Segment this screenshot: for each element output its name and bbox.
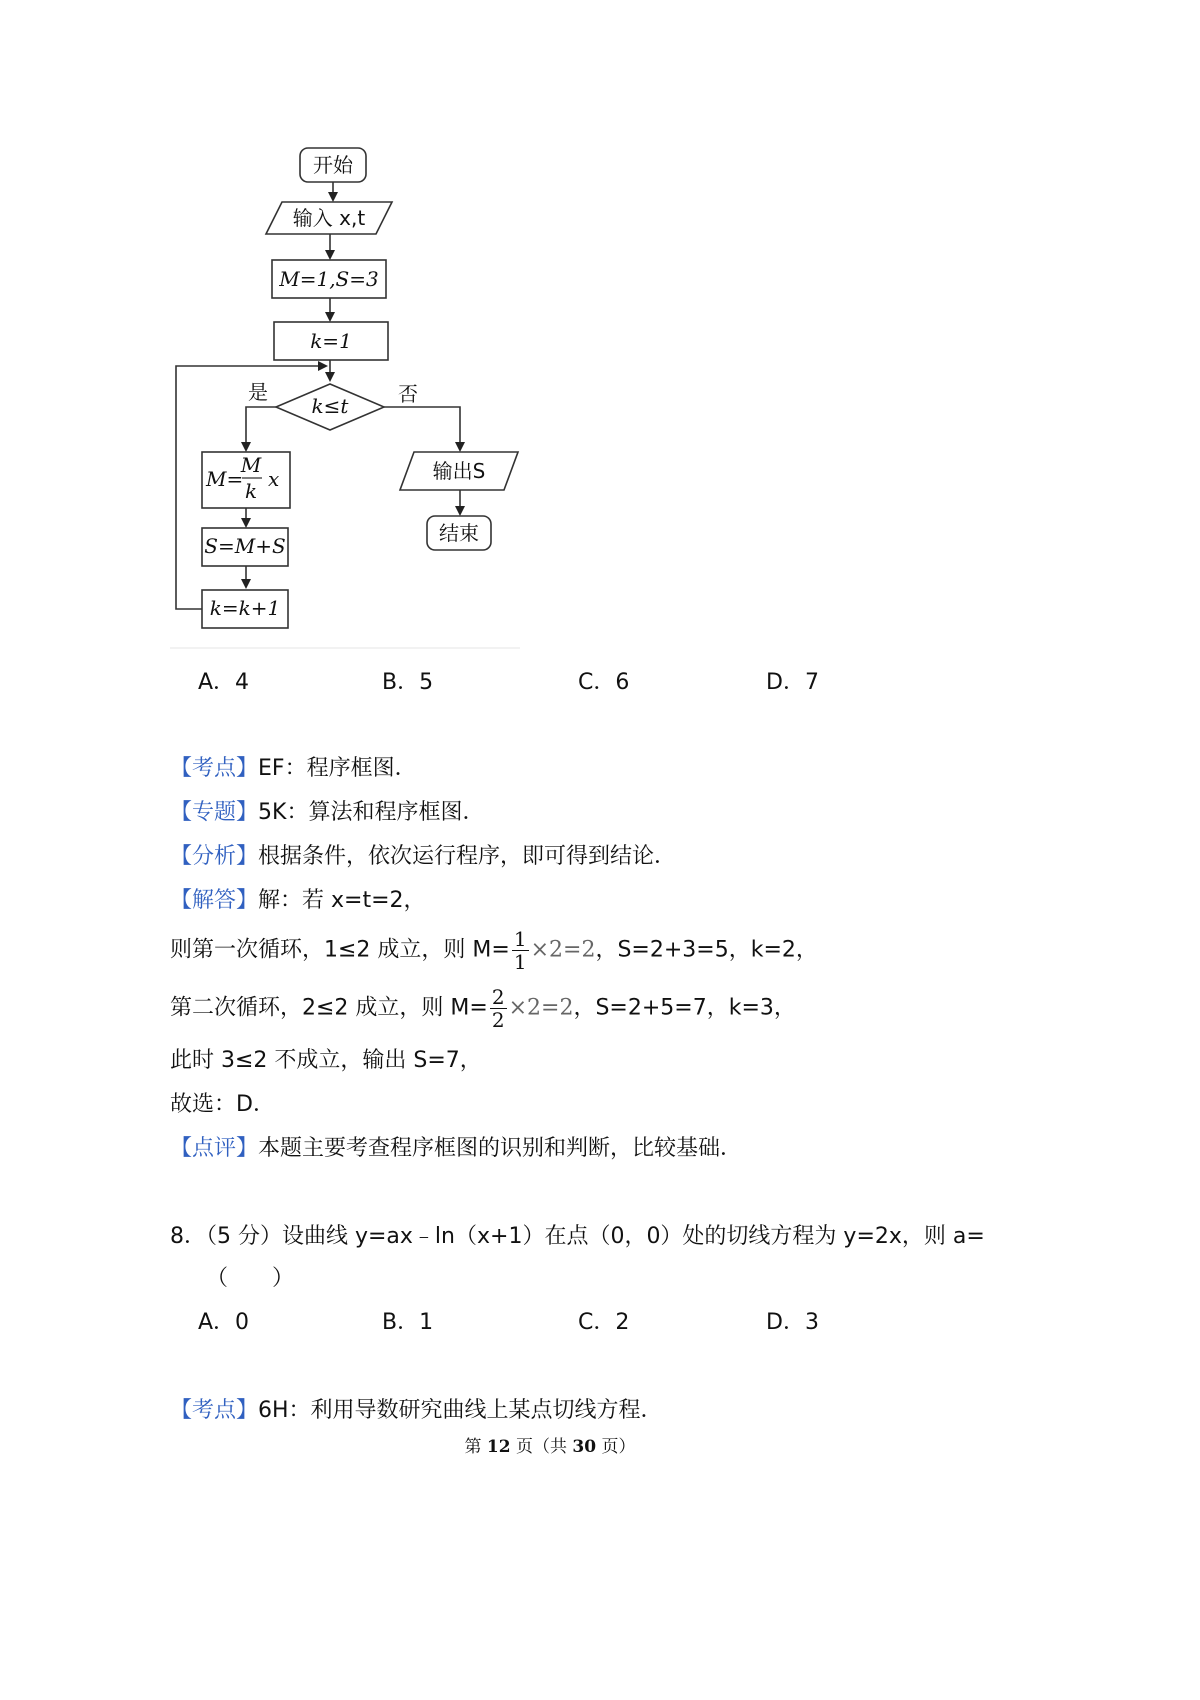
page-footer [0,1432,1100,1457]
q8-kaodian-tag: 【考点】 [170,1398,259,1423]
dianping-tag: 【点评】 [170,1136,259,1161]
q7-kaodian [170,754,417,784]
q7-option-a: A．4 [198,670,250,695]
step1-product: ×2=2 [530,937,596,963]
q7-step1 [170,928,818,973]
zhuanti-tag: 【专题】 [170,800,259,825]
q7-fenxi [170,842,676,872]
step2-text: 第二次循环，2≤2 成立，则 M= [170,995,488,1021]
fenxi-text: 根据条件，依次运行程序，即可得到结论． [258,844,677,869]
program-flowchart [170,140,530,670]
output-label: 输出S [432,459,486,483]
step1-numerator: 1 [513,927,527,951]
q7-dianping [170,1134,742,1164]
update-m-rhs: x [268,467,280,491]
jieda-tag: 【解答】 [170,888,259,913]
step2-fraction [490,986,507,1031]
update-m-lhs: M= [206,467,244,491]
init-k-label: k=1 [310,329,352,353]
q8-stem: 8．（5 分）设曲线 y=ax﹣ln（x+1）在点（0，0）处的切线方程为 y=2x，则 a= [170,1224,985,1249]
q8-option-a: A．0 [198,1310,250,1335]
step1-text: 则第一次循环，1≤2 成立，则 M= [170,937,510,963]
footer-page: 12 [486,1437,511,1457]
update-k-label: k=k+1 [209,596,281,620]
q7-answer: 故选：D． [170,1092,275,1117]
input-label: 输入 x,t [292,206,366,230]
footer-middle: 页（共 [510,1437,573,1457]
q7-zhuanti [170,798,484,828]
footer-prefix: 第 [464,1437,487,1457]
dianping-text: 本题主要考查程序框图的识别和判断，比较基础． [258,1136,743,1161]
yes-label: 是 [248,380,268,404]
step1-denominator: 1 [513,950,527,974]
q8-kaodian [170,1396,663,1426]
zhuanti-text: 5K：算法和程序框图． [258,800,485,825]
start-label: 开始 [313,153,353,177]
update-m-num: M [240,453,262,477]
step2-denominator: 2 [491,1008,505,1032]
q8-option-d: D．3 [766,1310,819,1335]
q7-option-c: C．6 [578,670,630,695]
step2-product: ×2=2 [508,995,574,1021]
no-label: 否 [398,382,418,406]
q8-option-b: B．1 [382,1310,434,1335]
condition-label: k≤t [311,394,349,418]
fenxi-tag: 【分析】 [170,844,259,869]
update-s-label: S=M+S [204,534,286,558]
q8-option-c: C．2 [578,1310,630,1335]
q7-jieda [170,886,426,916]
jieda-text: 解：若 x=t=2， [258,888,426,913]
q8-blank: （ ） [206,1266,295,1291]
init-ms-label: M=1,S=3 [279,267,379,291]
q8-kaodian-text: 6H：利用导数研究曲线上某点切线方程． [258,1398,663,1423]
step2-rest: ，S=2+5=7，k=3， [573,995,796,1021]
step1-fraction [512,928,529,973]
kaodian-tag: 【考点】 [170,756,259,781]
kaodian-text: EF：程序框图． [258,756,417,781]
step2-numerator: 2 [491,985,505,1009]
q7-step3: 此时 3≤2 不成立，输出 S=7， [170,1048,482,1073]
end-label: 结束 [439,521,479,545]
footer-suffix: 页） [596,1437,636,1457]
q7-step2 [170,986,796,1031]
update-m-den: k [244,479,258,503]
footer-total: 30 [572,1437,597,1457]
q7-option-d: D．7 [766,670,819,695]
q7-option-b: B．5 [382,670,434,695]
step1-rest: ，S=2+3=5，k=2， [595,937,818,963]
